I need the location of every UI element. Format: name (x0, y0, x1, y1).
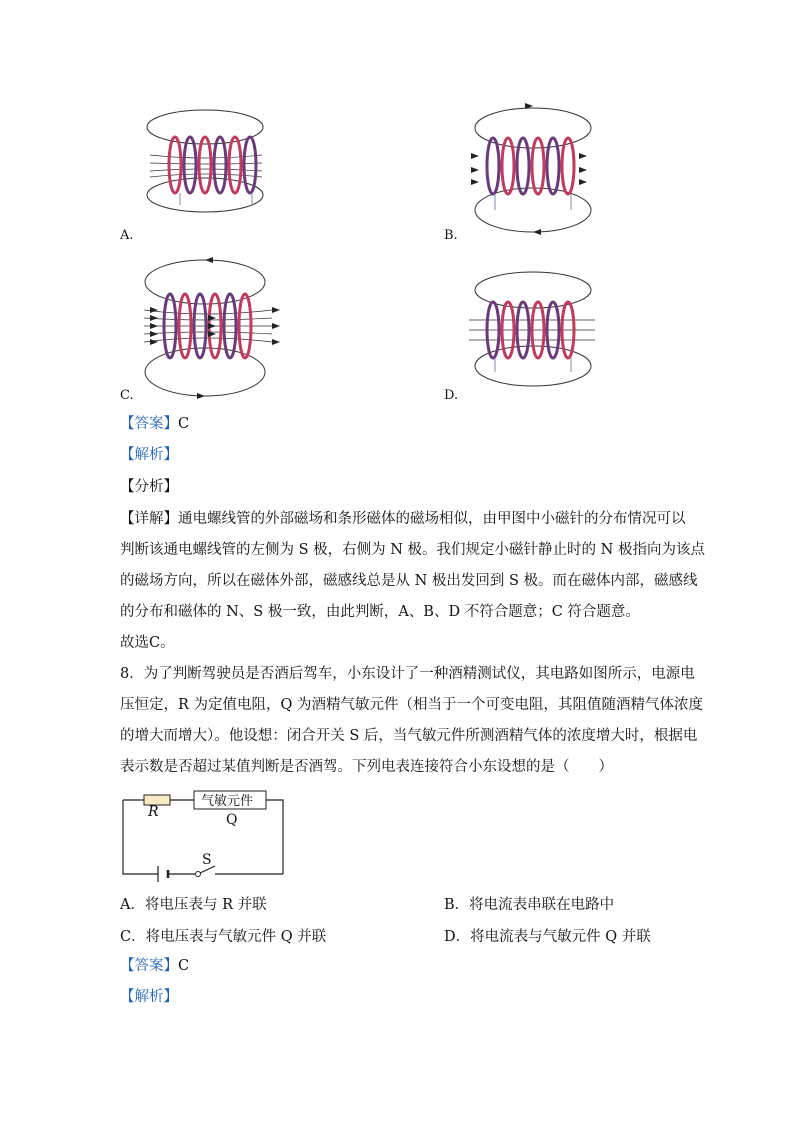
q7-conclusion: 故选C。 (120, 635, 175, 651)
q7-fenxi-tag: 【分析】 (120, 479, 178, 495)
q8-stem-line-1: 8．为了判断驾驶员是否酒后驾车，小东设计了一种酒精测试仪，其电路如图所示，电源电 (120, 666, 695, 682)
q8-option-b: B．将电流表串联在电路中 (444, 897, 615, 913)
q7-detail-line-4: 的分布和磁体的 N、S 极一致，由此判断，A、B、D 不符合题意；C 符合题意。 (120, 604, 640, 620)
solenoid-figure-d (465, 268, 605, 388)
q8-option-c: C．将电压表与气敏元件 Q 并联 (120, 929, 327, 945)
q7-answer (120, 414, 189, 434)
answer-value: C (178, 958, 190, 974)
q8-stem-line-4: 表示数是否超过某值判断是否酒驾。下列电表连接符合小东设想的是（ ） (120, 759, 613, 775)
solenoid-figure-c (132, 252, 282, 402)
q7-analysis-tag: 【解析】 (120, 447, 178, 463)
circuit-q-label: Q (226, 812, 238, 828)
circuit-q-box-label: 气敏元件 (201, 794, 254, 809)
option-a-label: A. (120, 228, 134, 243)
q8-stem-line-3: 的增大而增大）。他设想：闭合开关 S 后，当气敏元件所测酒精气体的浓度增大时，根据电 (120, 728, 698, 744)
q8-option-a: A．将电压表与 R 并联 (120, 897, 267, 913)
circuit-r-label: R (148, 804, 159, 820)
circuit-s-label: S (202, 852, 212, 868)
q7-detail-line-2: 判断该通电螺线管的左侧为 S 极，右侧为 N 极。我们规定小磁针静止时的 N 极指向为该点 (120, 542, 705, 558)
q8-analysis-tag: 【解析】 (120, 989, 178, 1005)
q7-detail-line-1 (120, 509, 686, 529)
detail-text: 通电螺线管的外部磁场和条形磁体的磁场相似，由甲图中小磁针的分布情况可以 (178, 511, 686, 527)
solenoid-figure-b (465, 100, 605, 240)
option-c-label: C. (120, 388, 134, 403)
q8-option-d: D．将电流表与气敏元件 Q 并联 (444, 929, 651, 945)
q7-detail-line-3: 的磁场方向，所以在磁体外部，磁感线总是从 N 极出发回到 S 极。而在磁体内部，磁感线 (120, 573, 698, 589)
answer-tag: 【答案】 (120, 958, 178, 974)
q8-answer (120, 956, 189, 976)
answer-tag: 【答案】 (120, 416, 178, 432)
option-d-label: D. (444, 388, 459, 403)
answer-value: C (178, 416, 190, 432)
q8-stem-line-2: 压恒定，R 为定值电阻，Q 为酒精气敏元件（相当于一个可变电阻，其阻值随酒精气体浓度 (120, 697, 704, 713)
detail-tag: 【详解】 (120, 511, 178, 527)
solenoid-figure-a (140, 105, 280, 210)
option-b-label: B. (444, 228, 458, 243)
